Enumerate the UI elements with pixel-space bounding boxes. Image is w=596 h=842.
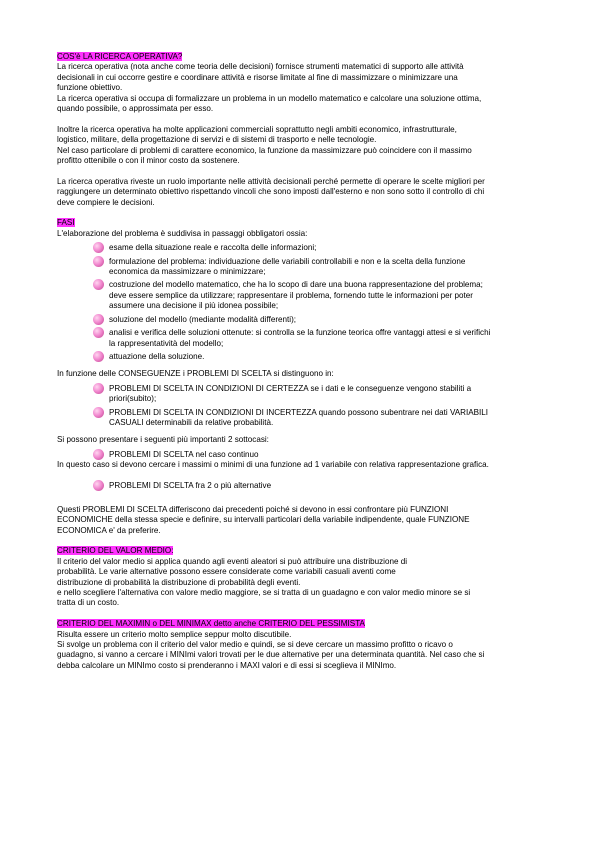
body-line: distribuzione di probabilità la distribuzione di probabilità degli eventi.: [57, 577, 301, 587]
fasi-list: [57, 243, 547, 362]
body-line: guadagno, si vanno a cercare i MINImi valori trovati per le due alternative per una determinata quantità. Nel caso che si: [57, 650, 485, 660]
body-line: Questi PROBLEMI DI SCELTA differiscono dai precedenti poiché si devono in essi confrontare più FUNZIONI: [57, 504, 449, 514]
intro-line: Inoltre la ricerca operativa ha molte applicazioni commerciali soprattutto negli ambiti economico, infrastrutturale,: [57, 124, 457, 134]
highlighted-heading: CRITERIO DEL VALOR MEDIO:: [57, 546, 174, 556]
sottocasi-text: Si possono presentare i seguenti più importanti 2 sottocasi:: [57, 435, 269, 445]
pink-sphere-bullet-icon: [93, 449, 104, 460]
fasi-intro: L'elaborazione del problema è suddivisa in passaggi obbligatori ossia:: [57, 228, 308, 238]
intro-line: decisionali in cui occorre gestire e coordinare attività e risorse limitate al fine di massimizzare o minimizzare una: [57, 72, 458, 82]
body-line: ECONOMICHE della stessa specie e definire, su intervalli particolari della variabile indipendente, quale FUNZIONE: [57, 515, 470, 525]
list-item: attuazione della soluzione.: [57, 352, 547, 362]
highlighted-heading: COS'è LA RICERCA OPERATIVA?: [57, 52, 183, 61]
body-line: Si svolge un problema con il criterio del valor medio e quindi, se si deve cercare un massimo profitto o ricavo o: [57, 640, 453, 650]
section-heading-valor-medio: [57, 546, 547, 556]
list-item: analisi e verifica delle soluzioni ottenute: si controlla se la funzione teorica offre vantaggi attesi e si verifichi la rappresentatività del modello;: [57, 328, 547, 349]
list-item: esame della situazione reale e raccolta delle informazioni;: [57, 243, 547, 253]
list-item: formulazione del problema: individuazione delle variabili controllabili e non e la scelta della funzione economica da massimizzare o minimizzare;: [57, 257, 547, 278]
intro-line: Nel caso particolare di problemi di carattere economico, la funzione da massimizzare può coincidere con il massimo: [57, 145, 472, 155]
pink-sphere-bullet-icon: [93, 407, 104, 418]
pink-sphere-bullet-icon: [93, 383, 104, 394]
list-item: PROBLEMI DI SCELTA IN CONDIZIONI DI CERTEZZA se i dati e le conseguenze vengono stabiliti a priori(subito);: [57, 384, 547, 405]
continuo-desc: In questo caso si devono cercare i massimi o minimi di una funzione ad 1 variabile con relativa rappresentazione grafica.: [57, 460, 489, 470]
body-line: ECONOMICA e' da preferire.: [57, 525, 161, 535]
section-heading-ricerca-operativa: [57, 52, 547, 62]
intro-line: logistico, militare, della progettazione di servizi e di sistemi di trasporto e nelle tecnologie.: [57, 135, 377, 145]
list-item: PROBLEMI DI SCELTA fra 2 o più alternative: [57, 481, 547, 491]
body-line: Risulta essere un criterio molto semplice seppur molto discutibile.: [57, 629, 292, 639]
highlighted-heading: CRITERIO DEL MAXIMIN o DEL MINIMAX detto anche CRITERIO DEL PESSIMISTA: [57, 619, 365, 629]
body-line: tratta di un costo.: [57, 598, 120, 608]
intro-line: profitto ottenibile o con il minor costo da sostenere.: [57, 156, 240, 166]
pink-sphere-bullet-icon: [93, 351, 104, 362]
intro-line: funzione obiettivo.: [57, 83, 123, 93]
section-heading-fasi: [57, 218, 547, 228]
pink-sphere-bullet-icon: [93, 314, 104, 325]
highlighted-heading: FASI: [57, 218, 75, 228]
intro-line: La ricerca operativa (nota anche come teoria delle decisioni) fornisce strumenti matematici di supporto alle attività: [57, 62, 464, 72]
intro-line: quando possibile, o approssimata per esso.: [57, 104, 214, 114]
intro-line: raggiungere un determinato obiettivo rispettando vincoli che sono imposti dall'esterno e non sono sotto il controllo di chi: [57, 187, 485, 197]
list-item: PROBLEMI DI SCELTA IN CONDIZIONI DI INCERTEZZA quando possono subentrare nei dati VARIABILI CASUALI determinabili da relative probabilità.: [57, 408, 547, 429]
intro-line: La ricerca operativa si occupa di formalizzare un problema in un modello matematico e calcolare una soluzione ottima,: [57, 93, 482, 103]
continuo-list: [57, 450, 547, 460]
intro-line: La ricerca operativa riveste un ruolo importante nelle attività decisionali perché permette di operare le scelte migliori per: [57, 176, 485, 186]
document-page: [57, 52, 547, 671]
alternative-list: [57, 481, 547, 491]
pink-sphere-bullet-icon: [93, 480, 104, 491]
pink-sphere-bullet-icon: [93, 242, 104, 253]
body-line: debba calcolare un MINImo costo si prenderanno i MAXI valori e di essi si sceglieva il MINImo.: [57, 660, 397, 670]
pink-sphere-bullet-icon: [93, 279, 104, 290]
section-heading-maximin: [57, 619, 547, 629]
pink-sphere-bullet-icon: [93, 256, 104, 267]
list-item: soluzione del modello (mediante modalità differenti);: [57, 315, 547, 325]
list-item: costruzione del modello matematico, che ha lo scopo di dare una buona rappresentazione del problema; deve essere semplice da utilizzare; rappresentare il problema, fornendo tutte le informazioni per poter assumere una decisione il più idonea possibile;: [57, 280, 547, 311]
pink-sphere-bullet-icon: [93, 327, 104, 338]
body-line: e nello scegliere l'alternativa con valore medio maggiore, se si tratta di un guadagno e con valor medio minore se si: [57, 588, 471, 597]
conseguenze-text: In funzione delle CONSEGUENZE i PROBLEMI DI SCELTA si distinguono in:: [57, 369, 334, 379]
list-item: PROBLEMI DI SCELTA nel caso continuo: [57, 450, 547, 460]
scelta-list: [57, 384, 547, 429]
intro-line: deve compiere le decisioni.: [57, 197, 155, 207]
body-line: probabilità. Le varie alternative possono essere considerate come variabili casuali aventi come: [57, 567, 396, 577]
body-line: Il criterio del valor medio si applica quando agli eventi aleatori si può attribuire una distribuzione di: [57, 556, 408, 566]
